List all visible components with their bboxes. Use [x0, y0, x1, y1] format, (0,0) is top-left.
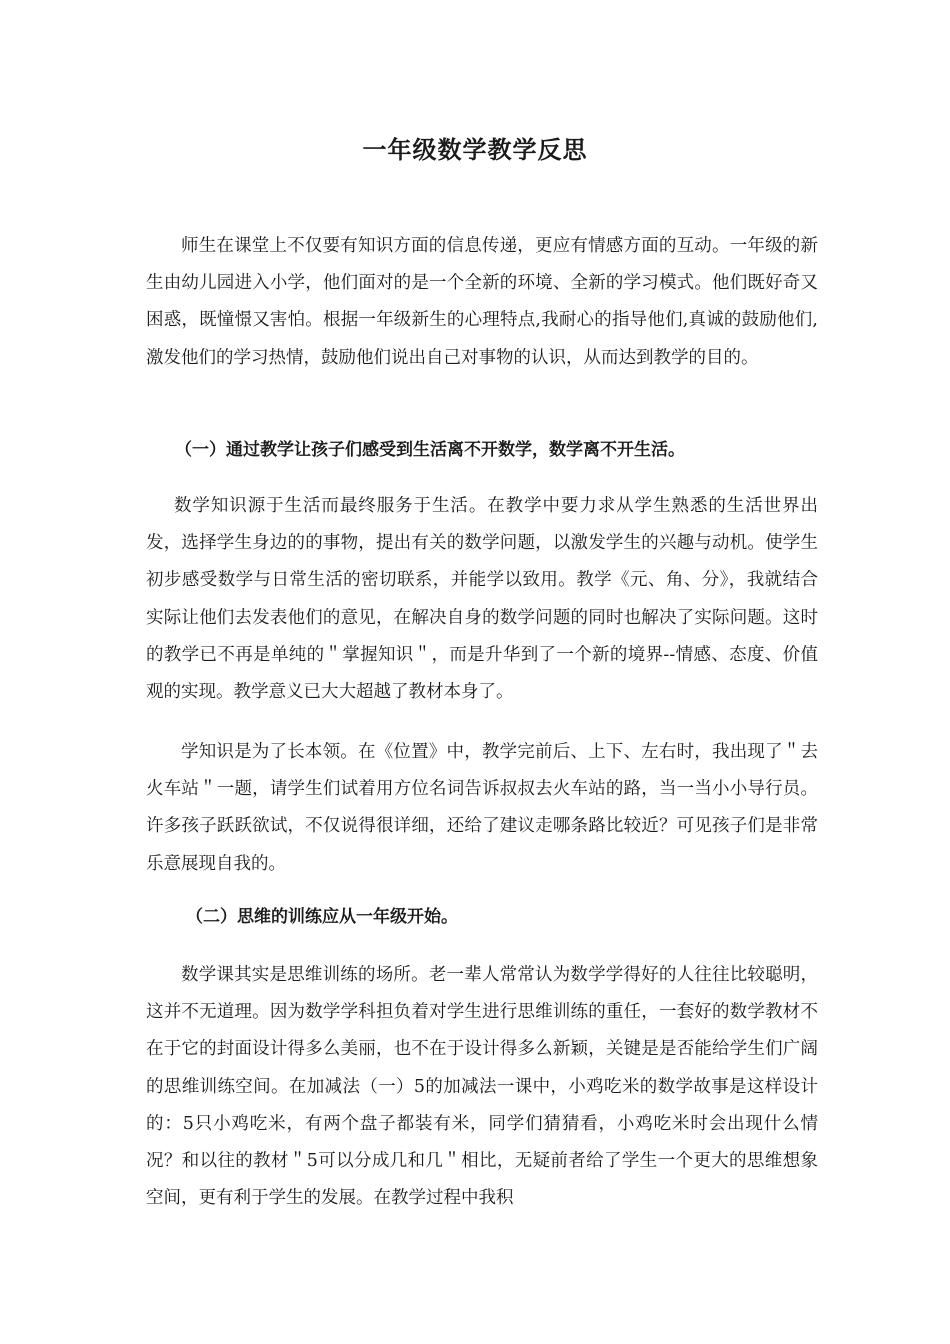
paragraph-intro: 师生在课堂上不仅要有知识方面的信息传递，更应有情感方面的互动。一年级的新生由幼儿园进入小学，他们面对的是一个全新的环境、全新的学习模式。他们既好奇又困惑，既憧憬又害怕。根据一年级新生的心理特点,我耐心的指导他们,真诚的鼓励他们,激发他们的学习热情，鼓励他们说出自己对事物的认识，从而达到教学的目的。 — [146, 236, 818, 368]
paragraph-position: 学知识是为了长本领。在《位置》中，教学完前后、上下、左右时，我出现了＂去火车站＂一题，请学生们试着用方位名词告诉叔叔去火车站的路，当一当小小导行员。许多孩子跃跃欲试，不仅说得很详细，还给了建议走哪条路比较近？可见孩子们是非常乐意展现自我的。 — [146, 742, 818, 874]
section-heading-1: （一）通过教学让孩子们感受到生活离不开数学，数学离不开生活。 — [175, 440, 685, 460]
document-title: 一年级数学教学反思 — [362, 135, 588, 164]
paragraph-thinking: 数学课其实是思维训练的场所。老一辈人常常认为数学学得好的人往往比较聪明，这并不无道理。因为数学学科担负着对学生进行思维训练的重任，一套好的数学教材不在于它的封面设计得多么美丽，也不在于设计得多么新颖，关键是是否能给学生们广阔的思维训练空间。在加减法（一）5的加减法一课中，小鸡吃米的数学故事是这样设计的：5只小鸡吃米，有两个盘子都装有米，同学们猜猜看，小鸡吃米时会出现什么情况？和以往的教材＂5可以分成几和几＂相比，无疑前者给了学生一个更大的思维想象空间，更有利于学生的发展。在教学过程中我积 — [146, 965, 818, 1209]
section-heading-2: （二）思维的训练应从一年级开始。 — [186, 907, 458, 927]
paragraph-life-math: 数学知识源于生活而最终服务于生活。在教学中要力求从学生熟悉的生活世界出发，选择学生身边的的事物，提出有关的数学问题，以激发学生的兴趣与动机。使学生初步感受数学与日常生活的密切联系，并能学以致用。教学《元、角、分》，我就结合实际让他们去发表他们的意见，在解决自身的数学问题的同时也解决了实际问题。这时的教学已不再是单纯的＂掌握知识＂，而是升华到了一个新的境界--情感、态度、价值观的实现。教学意义已大大超越了教材本身了。 — [146, 496, 818, 703]
